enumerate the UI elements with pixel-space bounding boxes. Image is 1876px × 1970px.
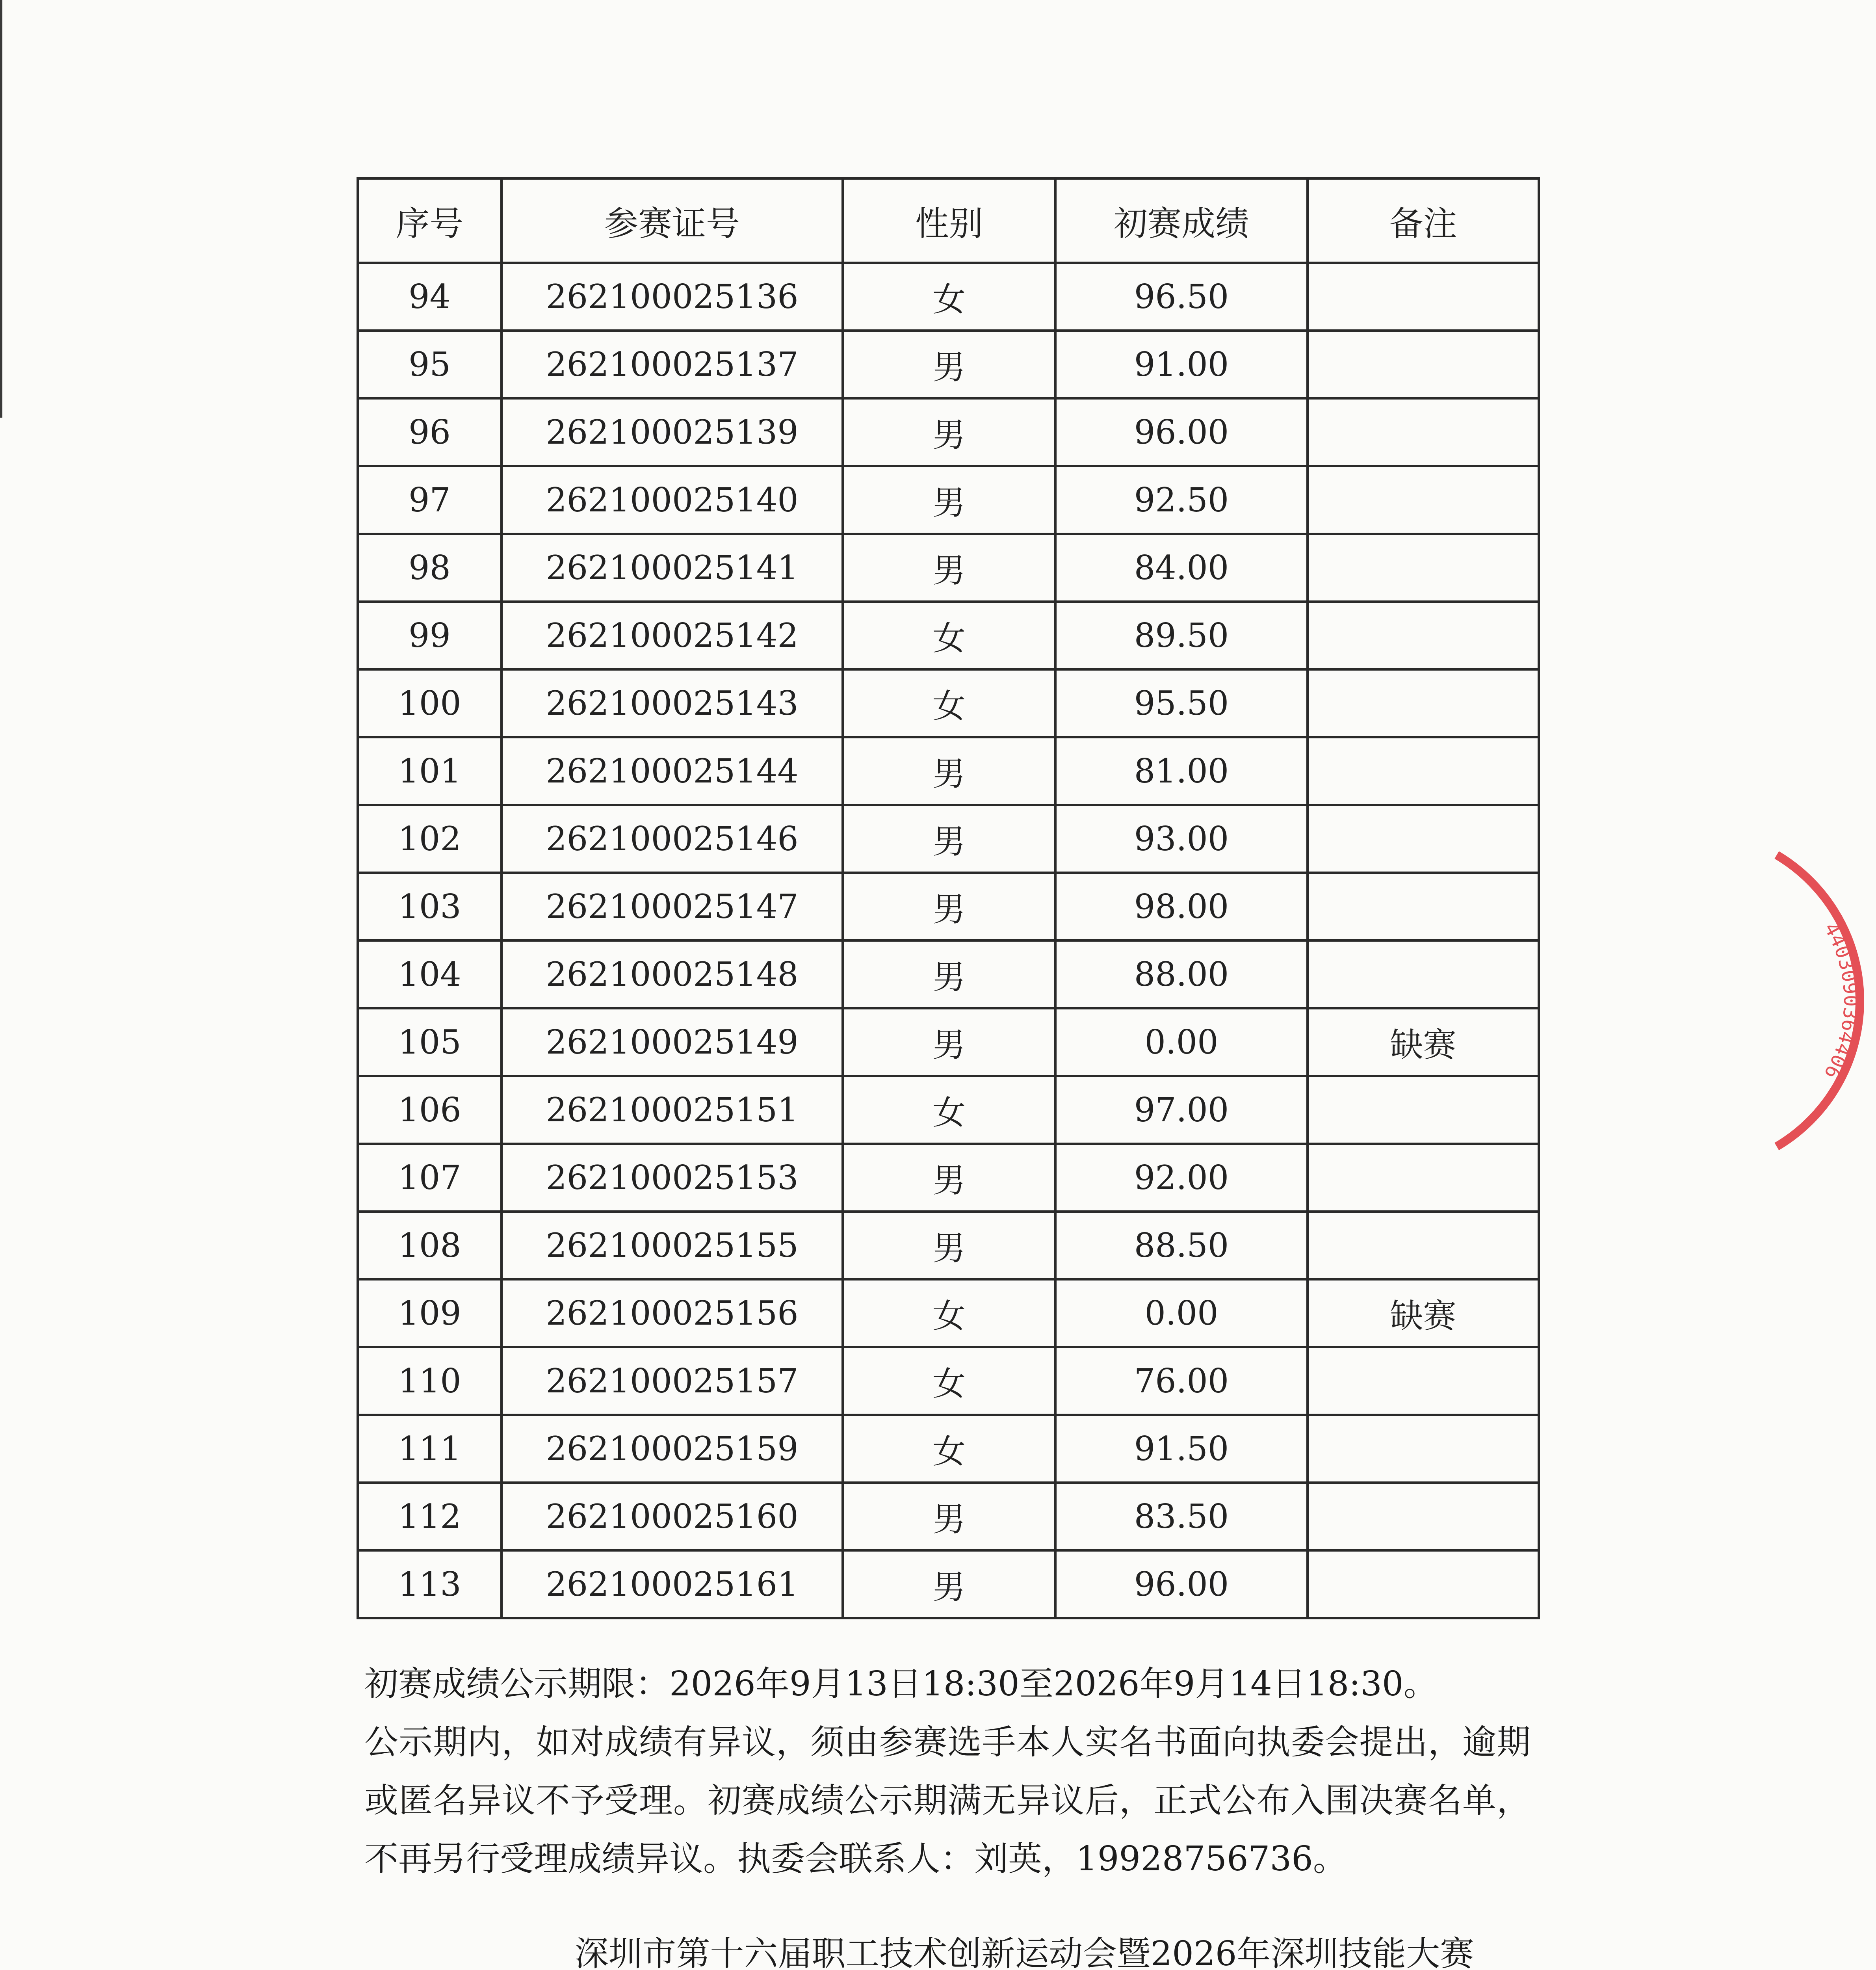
cell-score: 88.00 [1055,940,1308,1008]
cell-remark [1308,873,1539,940]
cell-index: 107 [358,1144,502,1212]
cell-score: 84.00 [1055,534,1308,602]
cell-remark [1308,534,1539,602]
cell-score: 91.00 [1055,331,1308,398]
cell-remark: 缺赛 [1308,1008,1539,1076]
cell-entry-number: 262100025159 [502,1415,843,1483]
cell-remark [1308,602,1539,669]
side-seal-code: 4403090364406 [1819,918,1863,1083]
cell-index: 105 [358,1008,502,1076]
cell-entry-number: 262100025148 [502,940,843,1008]
cell-index: 100 [358,669,502,737]
cell-remark [1308,398,1539,466]
cell-entry-number: 262100025153 [502,1144,843,1212]
cell-gender: 女 [843,1279,1055,1347]
header-preliminary-score: 初赛成绩 [1055,178,1308,263]
cell-index: 108 [358,1212,502,1279]
cell-remark [1308,1144,1539,1212]
table-row [358,1483,1539,1550]
table-row [358,1415,1539,1483]
cell-score: 81.00 [1055,737,1308,805]
table-body [358,263,1539,1618]
organizer-line-1: 深圳市第十六届职工技术创新运动会暨2026年深圳技能大赛 [574,1934,1474,1970]
cell-gender: 女 [843,263,1055,331]
cell-gender: 男 [843,1550,1055,1618]
cell-score: 91.50 [1055,1415,1308,1483]
table-row [358,669,1539,737]
cell-gender: 男 [843,737,1055,805]
cell-score: 0.00 [1055,1008,1308,1076]
cell-gender: 男 [843,805,1055,873]
table-row [358,466,1539,534]
table-row [358,331,1539,398]
table-row [358,737,1539,805]
table-row [358,805,1539,873]
cell-gender: 男 [843,1008,1055,1076]
cell-entry-number: 262100025146 [502,805,843,873]
table-row [358,1076,1539,1144]
cell-index: 110 [358,1347,502,1415]
table-row [358,1212,1539,1279]
cell-gender: 女 [843,602,1055,669]
cell-score: 96.50 [1055,263,1308,331]
cell-gender: 男 [843,331,1055,398]
cell-index: 109 [358,1279,502,1347]
header-remarks: 备注 [1308,178,1539,263]
cell-remark [1308,331,1539,398]
notice-objection-rules: 公示期内，如对成绩有异议，须由参赛选手本人实名书面向执委会提出，逾期或匿名异议不予受理。初赛成绩公示期满无异议后，正式公布入围决赛名单，不再另行受理成绩异议。执委会联系人：刘英，19928756736。 [364,1723,1531,1879]
cell-score: 92.50 [1055,466,1308,534]
cell-remark [1308,1076,1539,1144]
cell-index: 98 [358,534,502,602]
cell-remark [1308,263,1539,331]
cell-entry-number: 262100025141 [502,534,843,602]
table-row [358,1279,1539,1347]
table-header-row [358,178,1539,263]
cell-entry-number: 262100025156 [502,1279,843,1347]
cell-remark [1308,1347,1539,1415]
cell-score: 83.50 [1055,1483,1308,1550]
cell-index: 106 [358,1076,502,1144]
cell-remark: 缺赛 [1308,1279,1539,1347]
cell-remark [1308,669,1539,737]
cell-remark [1308,1483,1539,1550]
table-row [358,263,1539,331]
table-row [358,1008,1539,1076]
cell-entry-number: 262100025136 [502,263,843,331]
table-row [358,1550,1539,1618]
table-row [358,534,1539,602]
cell-remark [1308,1550,1539,1618]
cell-index: 95 [358,331,502,398]
cell-remark [1308,1212,1539,1279]
cell-entry-number: 262100025140 [502,466,843,534]
cell-gender: 男 [843,873,1055,940]
notice-text [364,1655,1531,1888]
table-row [358,602,1539,669]
cell-index: 112 [358,1483,502,1550]
cell-entry-number: 262100025151 [502,1076,843,1144]
table-row [358,1144,1539,1212]
cell-remark [1308,1415,1539,1483]
cell-entry-number: 262100025137 [502,331,843,398]
cell-gender: 女 [843,1415,1055,1483]
cell-index: 103 [358,873,502,940]
table-row [358,1347,1539,1415]
cell-entry-number: 262100025160 [502,1483,843,1550]
cell-entry-number: 262100025157 [502,1347,843,1415]
cell-gender: 女 [843,1347,1055,1415]
cell-gender: 男 [843,1144,1055,1212]
header-entry-number: 参赛证号 [502,178,843,263]
notice-period: 初赛成绩公示期限：2026年9月13日18:30至2026年9月14日18:30。 [364,1664,1438,1704]
cell-gender: 男 [843,1212,1055,1279]
cell-remark [1308,940,1539,1008]
svg-text:4403090364406 [1820,918,1862,1083]
cell-index: 101 [358,737,502,805]
cell-gender: 男 [843,398,1055,466]
cell-entry-number: 262100025147 [502,873,843,940]
cell-entry-number: 262100025143 [502,669,843,737]
cell-index: 102 [358,805,502,873]
cell-score: 95.50 [1055,669,1308,737]
cell-gender: 男 [843,466,1055,534]
cell-entry-number: 262100025139 [502,398,843,466]
table-row [358,873,1539,940]
cell-entry-number: 262100025144 [502,737,843,805]
cell-index: 94 [358,263,502,331]
cell-remark [1308,737,1539,805]
cell-score: 93.00 [1055,805,1308,873]
cell-entry-number: 262100025161 [502,1550,843,1618]
cell-gender: 女 [843,1076,1055,1144]
organizer-block [512,1925,1536,1970]
cell-score: 89.50 [1055,602,1308,669]
cell-score: 92.00 [1055,1144,1308,1212]
cell-score: 97.00 [1055,1076,1308,1144]
cell-remark [1308,805,1539,873]
score-table [357,177,1540,1619]
cell-score: 96.00 [1055,1550,1308,1618]
cell-score: 0.00 [1055,1279,1308,1347]
cell-score: 98.00 [1055,873,1308,940]
cell-score: 76.00 [1055,1347,1308,1415]
cell-gender: 男 [843,534,1055,602]
cell-entry-number: 262100025155 [502,1212,843,1279]
cell-score: 96.00 [1055,398,1308,466]
cell-entry-number: 262100025149 [502,1008,843,1076]
cell-index: 104 [358,940,502,1008]
cell-gender: 女 [843,669,1055,737]
cell-gender: 男 [843,1483,1055,1550]
side-seal-fragment [1765,823,1876,1178]
binding-edge-line [0,0,2,418]
cell-index: 111 [358,1415,502,1483]
cell-score: 88.50 [1055,1212,1308,1279]
cell-gender: 男 [843,940,1055,1008]
cell-remark [1308,466,1539,534]
cell-index: 96 [358,398,502,466]
cell-index: 97 [358,466,502,534]
table-row [358,940,1539,1008]
cell-index: 113 [358,1550,502,1618]
header-gender: 性别 [843,178,1055,263]
table-row [358,398,1539,466]
cell-index: 99 [358,602,502,669]
cell-entry-number: 262100025142 [502,602,843,669]
header-index: 序号 [358,178,502,263]
